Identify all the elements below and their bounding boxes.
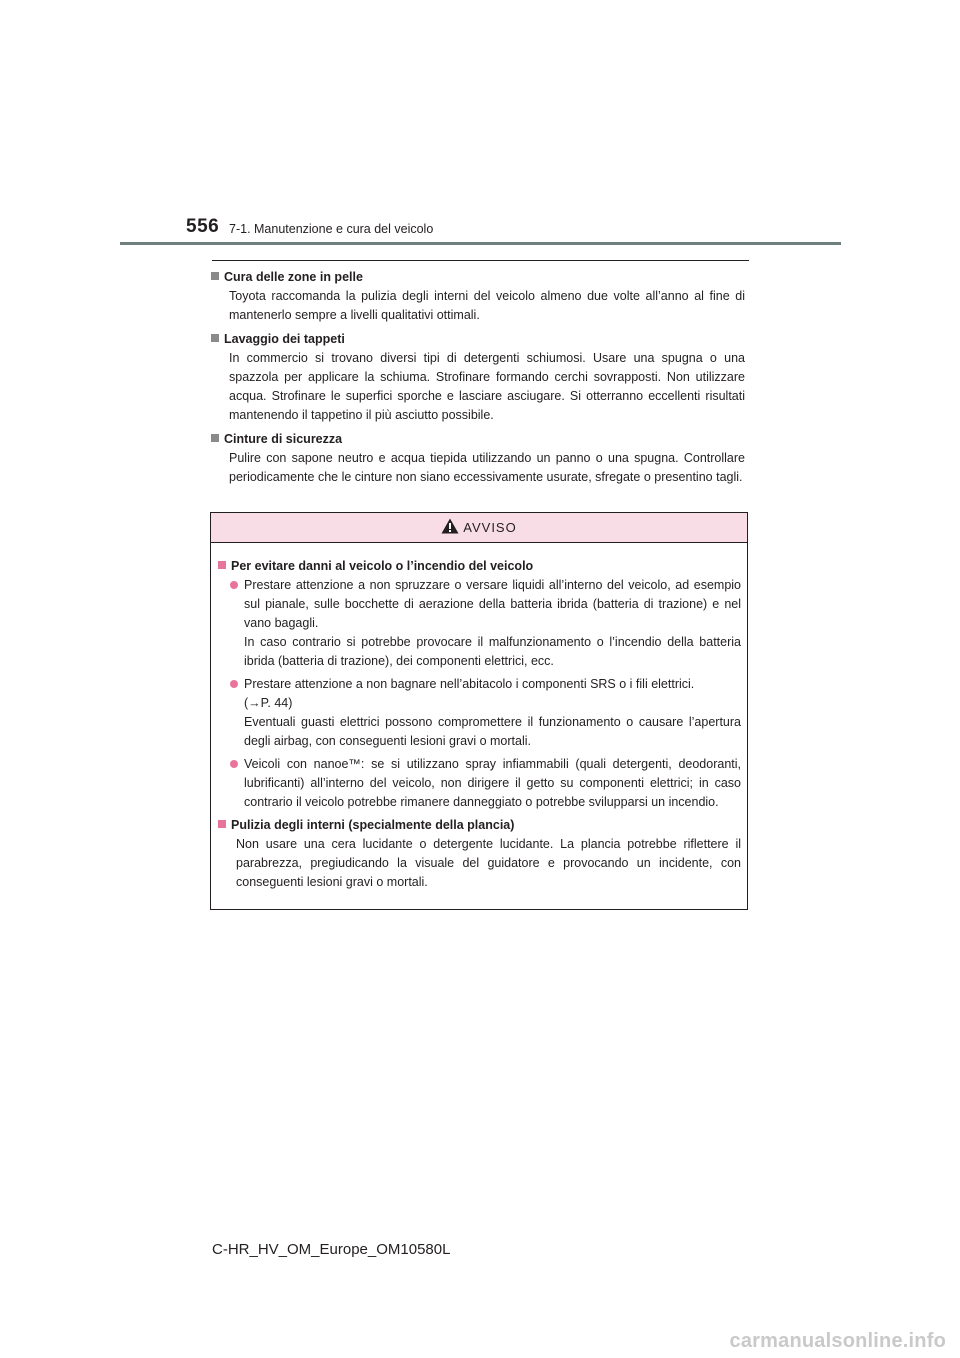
page-number: 556 [186,216,220,237]
header-rule [120,242,841,245]
section-carpet-washing [211,330,745,425]
pink-dot-bullet-icon [230,760,238,768]
warning-body: Non usare una cera lucidante o detergente lucidante. La plancia potrebbe riflettere il parabrezza, pregiudicando la visuale del guidatore e provocando un incidente, con conseguenti lesioni gravi o mortali. [236,837,741,889]
page-reference-link[interactable]: (→P. 44) [244,696,293,710]
warning-item [218,675,741,751]
warning-item-text: In caso contrario si potrebbe provocare il malfunzionamento o l’incendio della batteria ibrida (batteria di trazione), dei componenti elettrici, ecc. [244,635,741,668]
pink-square-bullet-icon [218,561,226,569]
section-heading: Cura delle zone in pelle [224,270,363,284]
section-divider [212,260,749,261]
warning-triangle-icon [441,518,459,534]
warning-item-text: Prestare attenzione a non bagnare nell’abitacolo i componenti SRS o i fili elettrici. [244,677,695,691]
section-body: Toyota raccomanda la pulizia degli interni del veicolo almeno due volte all’anno al fine di mantenerlo sempre a livelli qualitativi ottimali. [229,289,745,322]
section-heading: Cinture di sicurezza [224,432,343,446]
pink-dot-bullet-icon [230,680,238,688]
square-bullet-icon [211,334,219,342]
square-bullet-icon [211,434,219,442]
warning-content [211,543,747,892]
warning-item [218,576,741,671]
section-heading: Lavaggio dei tappeti [224,332,345,346]
section-leather-care [211,268,745,325]
warning-title: AVVISO [463,520,517,535]
warning-box [210,512,748,910]
warning-item-text: Prestare attenzione a non spruzzare o versare liquidi all’interno del veicolo, ad esempio sul pianale, sulle bocchette di aerazione della batteria ibrida (batteria di trazione) e nel vano bagagli. [244,578,741,630]
pink-square-bullet-icon [218,820,226,828]
section-body: In commercio si trovano diversi tipi di detergenti schiumosi. Usare una spugna o una spazzola per applicare la schiuma. Strofinare formando cerchi sovrapposti. Non utilizzare acqua. Strofinare le superfici sporche e lasciare asciugare. Si otterranno eccellenti risultati mantenendo il tappetino il più asciutto possibile. [229,351,745,422]
watermark: carmanualsonline.info [729,1330,946,1352]
warning-item [218,755,741,812]
chapter-title: 7-1. Manutenzione e cura del veicolo [229,222,434,236]
square-bullet-icon [211,272,219,280]
footer-code: C-HR_HV_OM_Europe_OM10580L [212,1241,451,1258]
warning-item-text: Eventuali guasti elettrici possono compromettere il funzionamento o causare l’apertura degli airbag, con conseguenti lesioni gravi o mortali. [244,715,741,748]
warning-heading: Pulizia degli interni (specialmente della plancia) [231,818,515,832]
section-seat-belts [211,430,745,487]
main-content [211,268,745,492]
section-body: Pulire con sapone neutro e acqua tiepida utilizzando un panno o una spugna. Controllare periodicamente che le cinture non siano eccessivamente usurate, sfregate o presentino tagli. [229,451,745,484]
warning-heading: Per evitare danni al veicolo o l’incendio del veicolo [231,559,534,573]
pink-dot-bullet-icon [230,581,238,589]
warning-header [211,513,747,543]
warning-item-text: Veicoli con nanoe™: se si utilizzano spray infiammabili (quali detergenti, deodoranti, lubrificanti) all’interno del veicolo, non dirigere il getto su componenti elettrici; in caso contrario il veicolo potrebbe rimanere danneggiato o potrebbe svilupparsi un incendio. [244,757,741,809]
